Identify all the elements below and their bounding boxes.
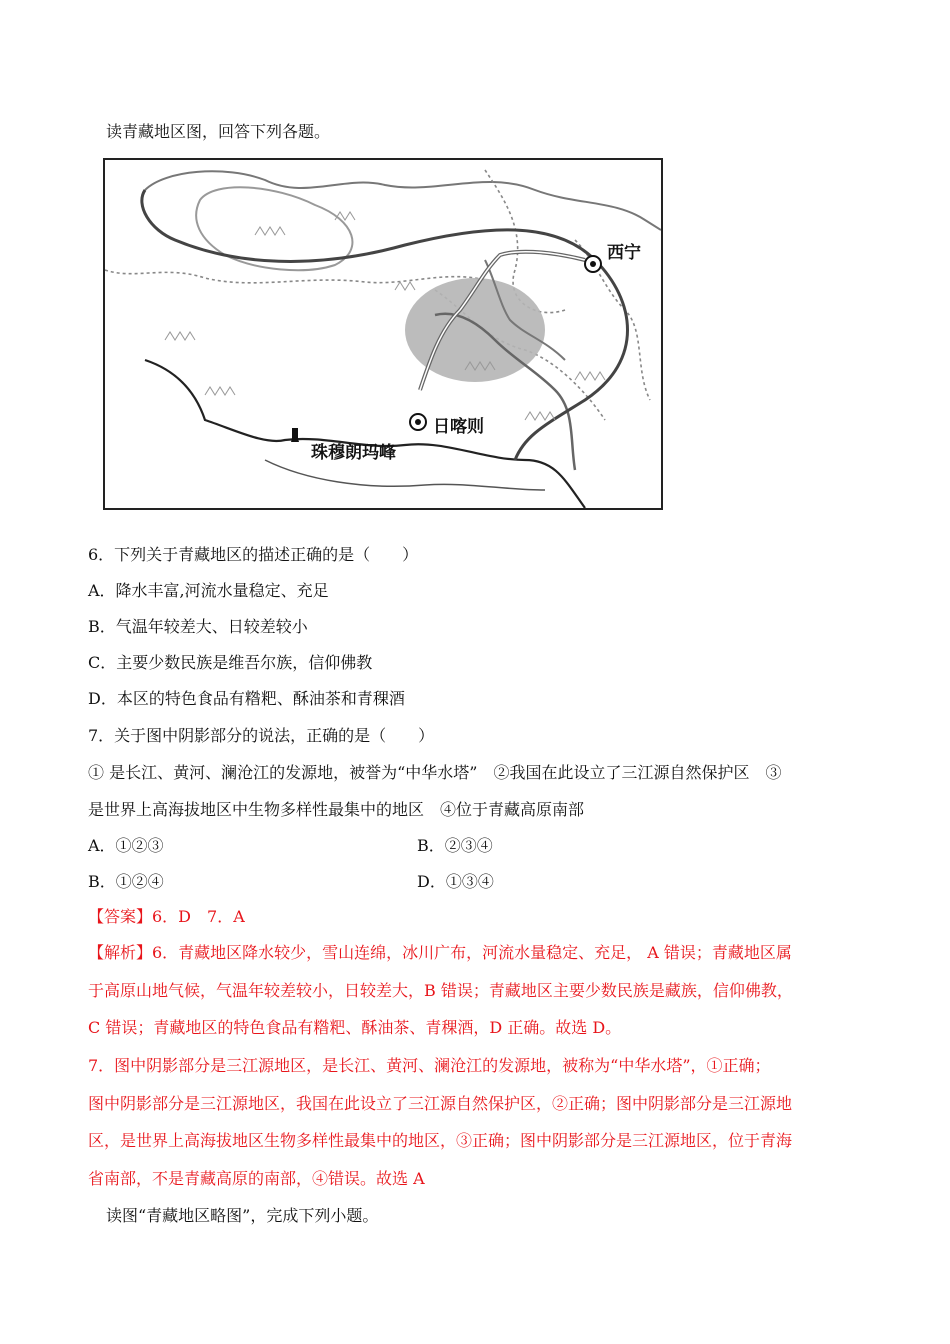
analysis-line: 区，是世界上高海拔地区生物多样性最集中的地区，③正确；图中阴影部分是三江源地区，位于青海 <box>88 1131 793 1150</box>
intro-text: 读青藏地区图，回答下列各题。 <box>106 122 331 141</box>
q6-option-b: B．气温年较差大、日较差较小 <box>88 617 308 636</box>
intro-text-2: 读图“青藏地区略图”，完成下列小题。 <box>106 1206 379 1225</box>
analysis-line: C 错误；青藏地区的特色食品有糌粑、酥油茶、青稞酒，D 正确。故选 D。 <box>88 1018 622 1037</box>
analysis-line: 于高原山地气候，气温年较差较小，日较差大，B 错误；青藏地区主要少数民族是藏族，信仰佛教， <box>88 981 793 1000</box>
q6-stem: 6．下列关于青藏地区的描述正确的是（ ） <box>88 545 419 564</box>
q7-option-d: D．①③④ <box>417 872 494 891</box>
qinghai-tibet-map <box>103 158 663 510</box>
q7-option-b: B．②③④ <box>417 836 493 855</box>
answer-line: 【答案】6．D 7．A <box>88 907 245 926</box>
analysis-line: 省南部，不是青藏高原的南部，④错误。故选 A <box>88 1169 425 1188</box>
q7-option-c: B．①②④ <box>88 872 164 891</box>
q7-stem: 7．关于图中阴影部分的说法，正确的是（ ） <box>88 726 435 745</box>
q7-statement-line1: ① 是长江、黄河、澜沧江的发源地，被誉为“中华水塔” ②我国在此设立了三江源自然保护区 ③ <box>88 763 782 782</box>
q7-option-a: A．①②③ <box>88 836 164 855</box>
analysis-line: 【解析】6．青藏地区降水较少，雪山连绵，冰川广布，河流水量稳定、充足， A 错误；青藏地区属 <box>88 943 792 962</box>
map-label-rikaze: 日喀则 <box>433 417 484 437</box>
q6-option-c: C．主要少数民族是维吾尔族，信仰佛教 <box>88 653 373 672</box>
q6-option-d: D．本区的特色食品有糌粑、酥油茶和青稞酒 <box>88 689 405 708</box>
q7-statement-line2: 是世界上高海拔地区中生物多样性最集中的地区 ④位于青藏高原南部 <box>88 800 585 819</box>
q6-option-a: A．降水丰富,河流水量稳定、充足 <box>88 581 329 600</box>
map-label-xining: 西宁 <box>607 243 641 263</box>
analysis-line: 7．图中阴影部分是三江源地区，是长江、黄河、澜沧江的发源地，被称为“中华水塔”，①正确； <box>88 1056 771 1075</box>
analysis-line: 图中阴影部分是三江源地区，我国在此设立了三江源自然保护区，②正确；图中阴影部分是三江源地 <box>88 1094 793 1113</box>
map-label-everest: 珠穆朗玛峰 <box>311 443 396 463</box>
